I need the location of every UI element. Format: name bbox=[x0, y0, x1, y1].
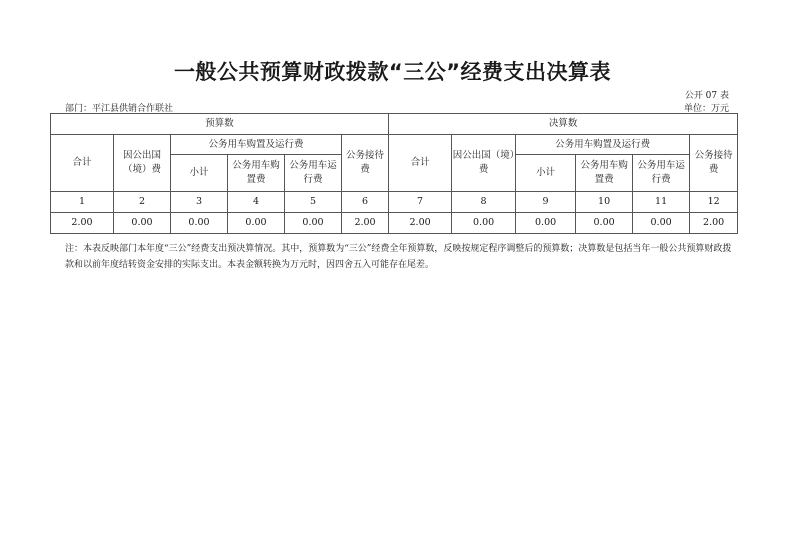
column-number: 6 bbox=[342, 192, 389, 213]
final-vehicle-group-header: 公务用车购置及运行费 bbox=[516, 135, 690, 155]
budget-reception-value: 2.00 bbox=[342, 213, 389, 234]
final-subtotal-header: 小计 bbox=[516, 155, 576, 192]
budget-vehicle-operation-value: 0.00 bbox=[285, 213, 342, 234]
header-row-groups bbox=[51, 114, 738, 135]
budget-subtotal-header: 小计 bbox=[171, 155, 228, 192]
final-reception-header: 公务接待费 bbox=[690, 135, 738, 192]
budget-abroad-value: 0.00 bbox=[114, 213, 171, 234]
final-header: 决算数 bbox=[389, 114, 738, 135]
final-vehicle-operation-value: 0.00 bbox=[633, 213, 690, 234]
column-number: 5 bbox=[285, 192, 342, 213]
footnote: 注：本表反映部门本年度“三公”经费支出预决算情况。其中，预算数为“三公”经费全年预算数，反映按规定程序调整后的预算数；决算数是包括当年一般公共预算财政拨款和以前年度结转资金安排的实际支出。本表金额转换为万元时，因四舍五入可能存在尾差。 bbox=[65, 244, 732, 270]
column-number: 3 bbox=[171, 192, 228, 213]
final-total-value: 2.00 bbox=[389, 213, 452, 234]
header-row-categories bbox=[51, 135, 738, 155]
three-public-expenses-table bbox=[50, 113, 738, 234]
budget-abroad-header: 因公出国（境）费 bbox=[114, 135, 171, 192]
budget-vehicle-subtotal-value: 0.00 bbox=[171, 213, 228, 234]
column-number: 12 bbox=[690, 192, 738, 213]
budget-total-value: 2.00 bbox=[51, 213, 114, 234]
value-row bbox=[51, 213, 738, 234]
column-number: 7 bbox=[389, 192, 452, 213]
column-number: 9 bbox=[516, 192, 576, 213]
budget-vehicle-purchase-header: 公务用车购置费 bbox=[228, 155, 285, 192]
column-number: 4 bbox=[228, 192, 285, 213]
form-code: 公开 07 表 bbox=[684, 91, 729, 101]
final-abroad-header: 因公出国（境）费 bbox=[452, 135, 516, 192]
budget-vehicle-group-header: 公务用车购置及运行费 bbox=[171, 135, 342, 155]
column-number: 11 bbox=[633, 192, 690, 213]
final-abroad-value: 0.00 bbox=[452, 213, 516, 234]
budget-vehicle-purchase-value: 0.00 bbox=[228, 213, 285, 234]
final-vehicle-purchase-header: 公务用车购置费 bbox=[576, 155, 633, 192]
page-title: 一般公共预算财政拨款“三公”经费支出决算表 bbox=[173, 60, 612, 84]
budget-reception-header: 公务接待费 bbox=[342, 135, 389, 192]
budget-total-header: 合计 bbox=[51, 135, 114, 192]
column-number: 1 bbox=[51, 192, 114, 213]
final-vehicle-operation-header: 公务用车运行费 bbox=[633, 155, 690, 192]
budget-vehicle-operation-header: 公务用车运行费 bbox=[285, 155, 342, 192]
final-total-header: 合计 bbox=[389, 135, 452, 192]
department-label: 部门：平江县供销合作联社 bbox=[65, 104, 174, 114]
column-number: 2 bbox=[114, 192, 171, 213]
final-reception-value: 2.00 bbox=[690, 213, 738, 234]
column-number: 8 bbox=[452, 192, 516, 213]
budget-header: 预算数 bbox=[51, 114, 389, 135]
column-number: 10 bbox=[576, 192, 633, 213]
final-vehicle-purchase-value: 0.00 bbox=[576, 213, 633, 234]
final-vehicle-subtotal-value: 0.00 bbox=[516, 213, 576, 234]
column-number-row bbox=[51, 192, 738, 213]
unit-label: 单位：万元 bbox=[683, 104, 729, 114]
